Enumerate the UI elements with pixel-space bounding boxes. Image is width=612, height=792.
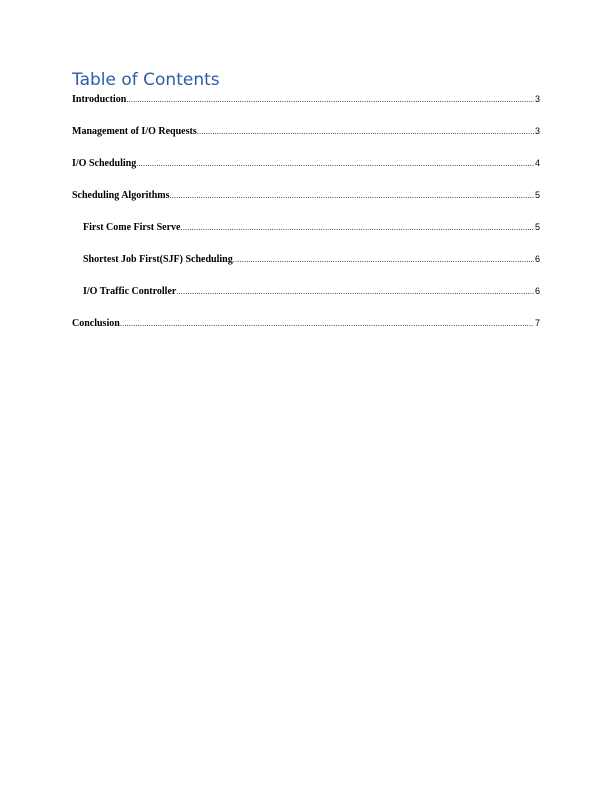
toc-entry-label: First Come First Serve <box>83 222 181 233</box>
toc-page-number: 5 <box>534 190 540 200</box>
toc-dot-leader <box>120 316 534 332</box>
toc-page-number: 3 <box>534 94 540 104</box>
toc-dot-leader <box>233 252 534 268</box>
toc-entry-scheduling-algorithms[interactable] <box>72 187 540 219</box>
toc-entry-io-scheduling[interactable] <box>72 155 540 187</box>
toc-entry-label: Conclusion <box>72 318 120 329</box>
toc-dot-leader <box>180 220 534 236</box>
toc-page-number: 7 <box>534 318 540 328</box>
toc-page-number: 3 <box>534 126 540 136</box>
toc-entry-management-of-io-requests[interactable] <box>72 123 540 155</box>
toc-entry-label: I/O Scheduling <box>72 158 137 169</box>
toc-entry-label: Management of I/O Requests <box>72 126 197 137</box>
toc-page-number: 6 <box>534 254 540 264</box>
toc-entry-label: Shortest Job First(SJF) Scheduling <box>83 254 233 265</box>
toc-entry-shortest-job-first[interactable] <box>72 251 540 283</box>
toc-list <box>72 91 540 347</box>
toc-entry-label: I/O Traffic Controller <box>83 286 177 297</box>
toc-page-number: 4 <box>534 158 540 168</box>
toc-dot-leader <box>126 92 534 108</box>
toc-entry-conclusion[interactable] <box>72 315 540 347</box>
toc-dot-leader <box>136 156 534 172</box>
toc-heading: Table of Contents <box>72 70 220 90</box>
toc-entry-io-traffic-controller[interactable] <box>72 283 540 315</box>
toc-page-number: 5 <box>534 222 540 232</box>
toc-page-number: 6 <box>534 286 540 296</box>
toc-entry-label: Introduction <box>72 94 127 105</box>
toc-entry-introduction[interactable] <box>72 91 540 123</box>
toc-dot-leader <box>197 124 534 140</box>
toc-entry-label: Scheduling Algorithms <box>72 190 170 201</box>
toc-dot-leader <box>176 284 534 300</box>
toc-entry-first-come-first-serve[interactable] <box>72 219 540 251</box>
toc-dot-leader <box>170 188 534 204</box>
